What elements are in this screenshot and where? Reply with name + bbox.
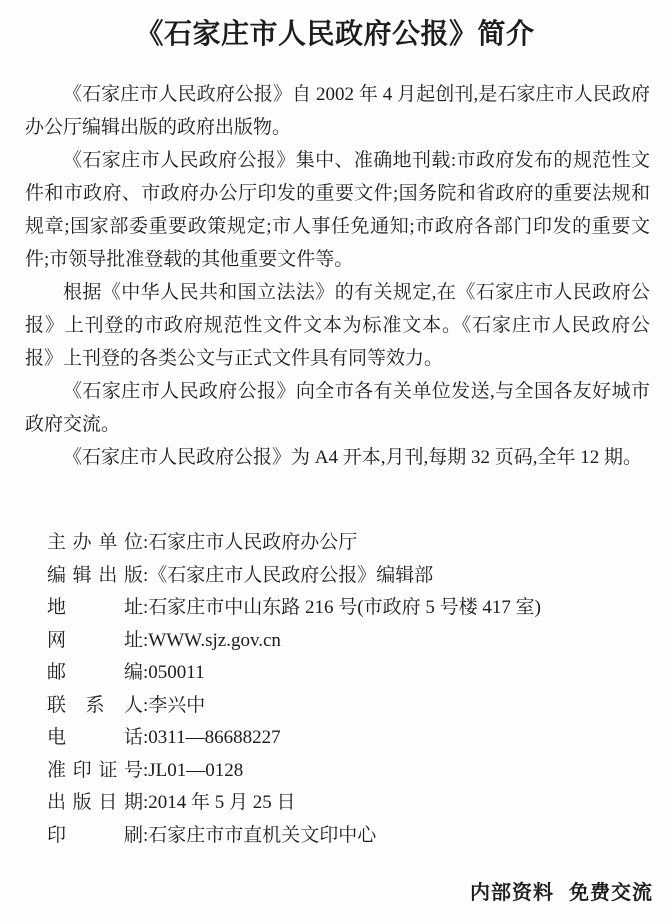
info-label: 准印证号 xyxy=(47,759,143,781)
info-value: 李兴中 xyxy=(148,694,206,716)
info-colon: : xyxy=(143,727,149,748)
intro-paragraph-legal-status: 根据《中华人民共和国立法法》的有关规定,在《石家庄市人民政府公报》上刊登的市政府规范性文件文本为标准文本。《石家庄市人民政府公报》上刊登的各类公文与正式文件具有同等效力。 xyxy=(25,282,650,369)
info-value: JL01—0128 xyxy=(148,759,244,781)
info-row-address xyxy=(47,592,650,625)
info-row-editor-publisher xyxy=(47,560,650,593)
footer-free-exchange-label: 免费交流 xyxy=(569,882,653,904)
info-value: 《石家庄市人民政府公报》编辑部 xyxy=(148,564,434,586)
info-row-permit-number xyxy=(47,755,650,788)
info-value: 石家庄市人民政府办公厅 xyxy=(148,532,358,553)
info-label: 电话 xyxy=(47,727,143,748)
page-title: 《石家庄市人民政府公报》简介 xyxy=(135,19,535,50)
info-row-website xyxy=(47,625,650,658)
footer-internal-material-label: 内部资料 xyxy=(470,882,554,904)
info-row-postcode xyxy=(47,657,650,690)
info-label: 网址 xyxy=(47,629,143,651)
info-label: 地址 xyxy=(47,597,143,618)
info-row-host-unit xyxy=(47,527,650,560)
info-value: 石家庄市市直机关文印中心 xyxy=(148,824,377,846)
info-colon: : xyxy=(143,759,149,781)
info-value: 2014 年 5 月 25 日 xyxy=(148,792,296,813)
info-colon: : xyxy=(143,694,149,716)
intro-paragraph-distribution: 《石家庄市人民政府公报》向全市各有关单位发送,与全国各友好城市政府交流。 xyxy=(25,381,650,435)
info-colon: : xyxy=(143,824,149,846)
info-label: 出版日期 xyxy=(47,792,143,813)
intro-paragraph-contents: 《石家庄市人民政府公报》集中、准确地刊载:市政府发布的规范性文件和市政府、市政府办公厅印发的重要文件;国务院和省政府的重要法规和规章;国家部委重要政策规定;市人事任免通知;市政府各部门印发的重要文件;市领导批准登载的其他重要文件等。 xyxy=(25,150,650,270)
info-value: 0311—86688227 xyxy=(148,727,281,748)
info-value: WWW.sjz.gov.cn xyxy=(148,629,281,651)
intro-body xyxy=(25,78,650,474)
footer-note xyxy=(470,876,653,905)
info-value: 石家庄市中山东路 216 号(市政府 5 号楼 417 室) xyxy=(148,597,541,618)
info-row-phone xyxy=(47,722,650,755)
info-label: 联系人 xyxy=(47,694,143,716)
info-row-printer xyxy=(47,820,650,853)
info-value: 050011 xyxy=(148,662,205,683)
intro-paragraph-founding: 《石家庄市人民政府公报》自 2002 年 4 月起创刊,是石家庄市人民政府办公厅编辑出版的政府出版物。 xyxy=(25,84,650,138)
info-colon: : xyxy=(143,662,149,683)
info-row-publish-date xyxy=(47,787,650,820)
info-row-contact-person xyxy=(47,690,650,723)
info-label: 编辑出版 xyxy=(47,564,143,586)
info-label: 印刷 xyxy=(47,824,143,846)
info-colon: : xyxy=(143,532,149,553)
info-colon: : xyxy=(143,629,149,651)
info-colon: : xyxy=(143,564,149,586)
intro-paragraph-format: 《石家庄市人民政府公报》为 A4 开本,月刊,每期 32 页码,全年 12 期。 xyxy=(63,447,642,468)
info-label: 主办单位 xyxy=(47,532,143,553)
info-label: 邮编 xyxy=(47,662,143,683)
publication-info-list xyxy=(47,527,650,852)
info-colon: : xyxy=(143,792,149,813)
info-colon: : xyxy=(143,597,149,618)
